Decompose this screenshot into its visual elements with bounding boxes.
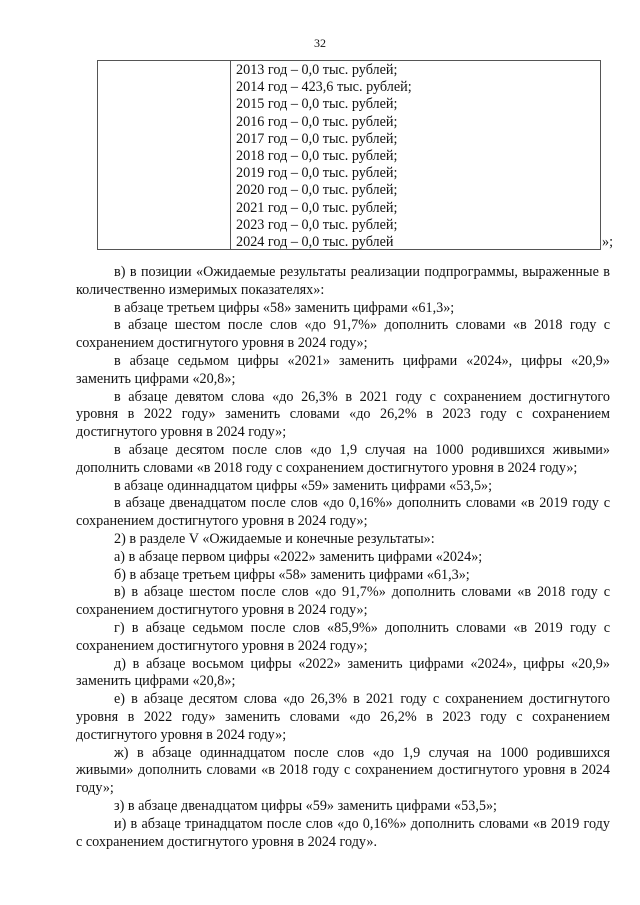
paragraph: в абзаце двенадцатом после слов «до 0,16%» дополнить словами «в 2019 году с сохранением достигнутого уровня в 2024 году»; bbox=[76, 495, 610, 530]
table-row: 2021 год – 0,0 тыс. рублей; bbox=[236, 199, 398, 216]
document-body bbox=[76, 264, 610, 851]
funding-table bbox=[97, 60, 601, 250]
paragraph: в абзаце десятом после слов «до 1,9 случая на 1000 родившихся живыми» дополнить словами «в 2018 году с сохранением достигнутого уровня в 2024 году»; bbox=[76, 441, 610, 476]
paragraph: в абзаце третьем цифры «58» заменить цифрами «61,3»; bbox=[114, 299, 455, 316]
paragraph: г) в абзаце седьмом после слов «85,9%» дополнить словами «в 2019 году с сохранением достигнутого уровня в 2024 году»; bbox=[76, 619, 610, 654]
table-rows bbox=[236, 62, 412, 251]
paragraph: з) в абзаце двенадцатом цифры «59» заменить цифрами «53,5»; bbox=[114, 797, 497, 814]
table-row: 2017 год – 0,0 тыс. рублей; bbox=[236, 130, 398, 147]
table-row: 2023 год – 0,0 тыс. рублей; bbox=[236, 216, 398, 233]
table-row: 2024 год – 0,0 тыс. рублей bbox=[236, 234, 394, 251]
table-row: 2019 год – 0,0 тыс. рублей; bbox=[236, 165, 398, 182]
paragraph: в) в позиции «Ожидаемые результаты реализации подпрограммы, выраженные в количественно измеримых показателях»: bbox=[76, 264, 610, 298]
paragraph: 2) в разделе V «Ожидаемые и конечные результаты»: bbox=[114, 530, 435, 547]
paragraph: в абзаце седьмом цифры «2021» заменить цифрами «2024», цифры «20,9» заменить цифрами «20,8»; bbox=[76, 352, 610, 387]
table-row: 2018 год – 0,0 тыс. рублей; bbox=[236, 148, 398, 165]
table-row: 2013 год – 0,0 тыс. рублей; bbox=[236, 62, 398, 78]
paragraph: и) в абзаце тринадцатом после слов «до 0,16%» дополнить словами «в 2019 году с сохранением достигнутого уровня в 2024 году». bbox=[76, 815, 610, 850]
table-column-divider bbox=[230, 61, 231, 249]
table-row: 2014 год – 423,6 тыс. рублей; bbox=[236, 79, 412, 96]
paragraph: ж) в абзаце одиннадцатом после слов «до 1,9 случая на 1000 родившихся живыми» дополнить словами «в 2018 году с сохранением достигнутого уровня в 2024 году»; bbox=[76, 744, 610, 797]
paragraph: в абзаце шестом после слов «до 91,7%» дополнить словами «в 2018 году с сохранением достигнутого уровня в 2024 году»; bbox=[76, 317, 610, 352]
table-row: 2016 год – 0,0 тыс. рублей; bbox=[236, 113, 398, 130]
paragraph: в) в абзаце шестом после слов «до 91,7%» дополнить словами «в 2018 году с сохранением достигнутого уровня в 2024 году»; bbox=[76, 584, 610, 619]
paragraph: д) в абзаце восьмом цифры «2022» заменить цифрами «2024», цифры «20,9» заменить цифрами «20,8»; bbox=[76, 655, 610, 690]
paragraph: а) в абзаце первом цифры «2022» заменить цифрами «2024»; bbox=[114, 548, 483, 565]
paragraph: в абзаце одиннадцатом цифры «59» заменить цифрами «53,5»; bbox=[114, 477, 493, 494]
table-closing-quote: »; bbox=[602, 234, 614, 250]
table-row: 2015 год – 0,0 тыс. рублей; bbox=[236, 96, 398, 113]
page-number: 32 bbox=[314, 36, 326, 50]
paragraph: е) в абзаце десятом слова «до 26,3% в 2021 году с сохранением достигнутого уровня в 2022 году» заменить словами «до 26,2% в 2023 году с сохранением достигнутого уровня в 2024 году»; bbox=[76, 691, 610, 743]
paragraph: б) в абзаце третьем цифры «58» заменить цифрами «61,3»; bbox=[114, 566, 470, 583]
table-row: 2020 год – 0,0 тыс. рублей; bbox=[236, 182, 398, 199]
paragraph: в абзаце девятом слова «до 26,3% в 2021 году с сохранением достигнутого уровня в 2022 году» заменить словами «до 26,2% в 2023 году с сохранением достигнутого уровня в 2024 году»; bbox=[76, 388, 610, 441]
